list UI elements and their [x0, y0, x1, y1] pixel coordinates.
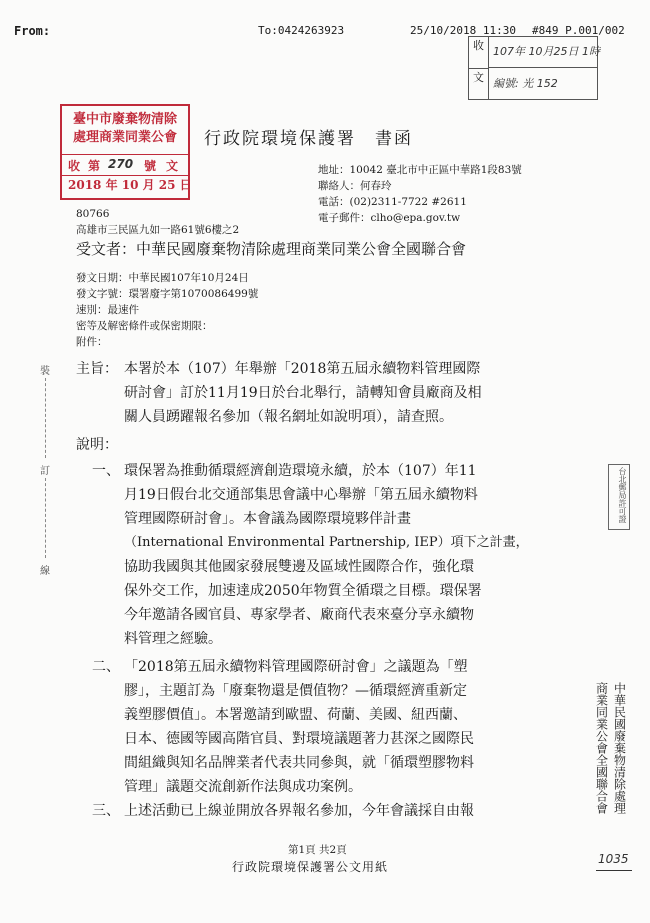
item-1-line: 月19日假台北交通部集思會議中心舉辦「第五屆永續物料	[124, 487, 478, 503]
meta-speed: 速別：最速件	[76, 304, 139, 316]
item-1-line: 管理國際研討會」。本會議為國際環境夥伴計畫	[124, 511, 411, 527]
page-number: 第1頁 共2頁	[288, 844, 347, 856]
fax-page: #849 P.001/002	[532, 24, 625, 37]
stamp-number: 270	[108, 157, 134, 171]
item-1-line: 料管理之經驗。	[124, 631, 222, 647]
stamp-di: 第	[88, 159, 101, 173]
stamp-number-row	[62, 154, 188, 176]
contact-person: 聯絡人：何春玲	[318, 180, 392, 192]
explanation-label: 說明：	[76, 437, 118, 453]
receipt-recv-date: 107年 10月25日 1時	[493, 45, 600, 58]
item-1-number: 一、	[92, 463, 120, 479]
contact-phone: 電話：(02)2311-7722 #2611	[318, 196, 467, 208]
side-stamp-col2: 商業同業公會全國聯合會	[594, 682, 609, 814]
item-1-line: 保外交工作，加速達成2050年物質全循環之目標。環保署	[124, 583, 482, 599]
stamp-recv: 收	[68, 159, 81, 173]
item-1-line: 今年邀請各國官員、專家學者、廠商代表來臺分享永續物	[124, 607, 474, 623]
receipt-doc-number: 編號: 光 152	[493, 77, 558, 90]
item-3-number: 三、	[92, 803, 120, 819]
item-1-line: 環保署為推動循環經濟創造環境永續，於本（107）年11	[124, 463, 477, 479]
binding-mark-top: 裝	[40, 366, 50, 377]
fax-datetime: 25/10/2018 11:30	[410, 24, 516, 37]
meta-date: 發文日期：中華民國107年10月24日	[76, 272, 249, 284]
meta-attachment: 附件：	[76, 336, 108, 348]
meta-secrecy: 密等及解密條件或保密期限：	[76, 320, 213, 332]
item-2-line: 「2018第五屆永續物料管理國際研討會」之議題為「塑	[124, 659, 468, 675]
fax-from: From:	[14, 24, 51, 38]
agency-title: 行政院環境保護署 書函	[204, 129, 413, 149]
stamp-date: 2018 年 10 月 25 日	[68, 178, 192, 192]
side-stamp-col1: 中華民國廢棄物清除處理	[612, 682, 627, 814]
stamp-org-line2: 處理商業同業公會	[72, 130, 177, 145]
subject-line1: 本署於本（107）年舉辦「2018第五屆永續物料管理國際	[124, 361, 481, 377]
stamp-hao: 號	[144, 159, 157, 173]
binding-mark-bottom: 線	[40, 566, 50, 577]
handwritten-number: 1035	[598, 852, 629, 866]
contact-address: 地址：10042 臺北市中正區中華路1段83號	[318, 164, 522, 176]
item-1-line: 協助我國與其他國家發展雙邊及區域性國際合作，強化環	[124, 559, 474, 575]
item-2-number: 二、	[92, 659, 120, 675]
postal-permit-stamp: 台北郵局許可證	[608, 464, 630, 530]
item-1-line: （International Environmental Partnership, IEP）項下之計畫，	[124, 535, 529, 550]
item-2-line: 間組織與知名品牌業者代表共同參與，就「循環塑膠物料	[124, 755, 474, 771]
item-2-line: 日本、德國等國高階官員、對環境議題著力甚深之國際民	[124, 731, 474, 747]
subject-line2: 研討會」訂於11月19日於台北舉行，請轉知會員廠商及相	[124, 385, 482, 401]
receipt-recv-label: 收	[469, 37, 489, 68]
recipient-line: 受文者：中華民國廢棄物清除處理商業同業公會全國聯合會	[76, 240, 467, 258]
receipt-doc-label: 文	[469, 68, 489, 99]
contact-email: 電子郵件：clho@epa.gov.tw	[318, 212, 461, 224]
recipient-postcode: 80766	[76, 208, 110, 220]
stamp-org-line1: 臺中市廢棄物清除	[72, 112, 177, 127]
meta-number: 發文字號：環署廢字第1070086499號	[76, 288, 259, 300]
form-name: 行政院環境保護署公文用紙	[232, 860, 389, 874]
subject-line3: 關人員踴躍報名參加（報名網址如說明項），請查照。	[124, 409, 453, 425]
subject-label: 主旨：	[76, 361, 118, 377]
item-2-line: 義塑膠價值」。本署邀請到歐盟、荷蘭、美國、紐西蘭、	[124, 707, 467, 723]
stamp-wen: 文	[166, 159, 179, 173]
binding-mark-middle: 訂	[40, 466, 50, 477]
fax-to: To:0424263923	[258, 24, 345, 37]
item-3-line: 上述活動已上線並開放各界報名參加，今年會議採自由報	[124, 803, 474, 819]
item-2-line: 管理」議題交流創新作法與成功案例。	[124, 779, 362, 795]
receipt-stamp	[468, 36, 598, 100]
recipient-address: 高雄市三民區九如一路61號6樓之2	[76, 224, 240, 236]
item-2-line: 膠」，主題訂為「廢棄物還是價值物？—循環經濟重新定	[124, 683, 467, 699]
signature-scribble	[596, 870, 632, 871]
receiving-stamp	[60, 104, 190, 200]
